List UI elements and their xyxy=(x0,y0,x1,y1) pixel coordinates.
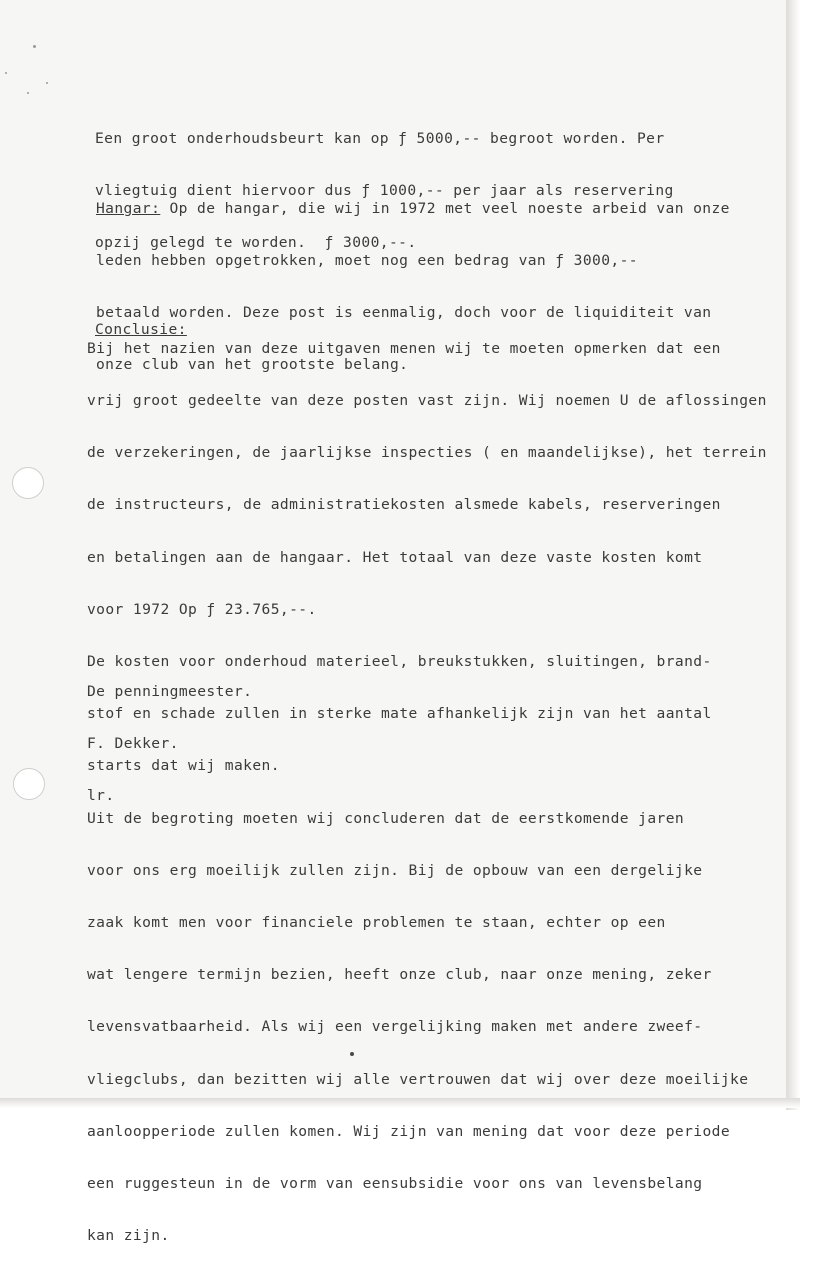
hangar-heading: Hangar: xyxy=(96,199,161,217)
paper-speck xyxy=(5,72,7,74)
text-line: leden hebben opgetrokken, moet nog een bedrag van ƒ 3000,-- xyxy=(96,252,638,270)
signature-role: De penningmeester. xyxy=(87,682,253,700)
signature-block xyxy=(87,648,787,822)
text-line: een ruggesteun in de vorm van eensubsidie voor ons van levensbelang xyxy=(87,1175,703,1193)
text-line: vrij groot gedeelte van deze posten vast zijn. Wij noemen U de aflossingen xyxy=(87,392,767,410)
text-line: voor 1972 Op ƒ 23.765,--. xyxy=(87,600,317,618)
text-line: wat lengere termijn bezien, heeft onze club, naar onze mening, zeker xyxy=(87,966,712,984)
text-line: en betalingen aan de hangaar. Het totaal van deze vaste kosten komt xyxy=(87,548,703,566)
text-line: De kosten voor onderhoud materieel, breukstukken, sluitingen, brand- xyxy=(87,653,712,671)
text-line: zaak komt men voor financiele problemen te staan, echter op een xyxy=(87,914,666,932)
text-line: onze club van het grootste belang. xyxy=(96,356,409,374)
text-line: voor ons erg moeilijk zullen zijn. Bij de opbouw van een dergelijke xyxy=(87,861,703,879)
text-line: kan zijn. xyxy=(87,1227,170,1245)
paper-speck xyxy=(46,82,48,84)
text-line: Uit de begroting moeten wij concluderen dat de eerstkomende jaren xyxy=(87,809,685,827)
text-line: vliegtuig dient hiervoor dus ƒ 1000,-- per jaar als reservering xyxy=(95,182,674,200)
punch-hole-top xyxy=(12,467,44,499)
punch-hole-bottom xyxy=(13,768,45,800)
text-line: opzij gelegd te worden. ƒ 3000,--. xyxy=(95,234,417,252)
text-line: levensvatbaarheid. Als wij een vergelijking maken met andere zweef- xyxy=(87,1018,703,1036)
text-line xyxy=(96,200,796,217)
text-line: aanloopperiode zullen komen. Wij zijn van mening dat voor deze periode xyxy=(87,1122,731,1140)
text-line: vliegclubs, dan bezitten wij alle vertrouwen dat wij over deze moeilijke xyxy=(87,1070,749,1088)
text-line: de instructeurs, de administratiekosten alsmede kabels, reserveringen xyxy=(87,496,721,514)
text-line: starts dat wij maken. xyxy=(87,757,280,775)
paper-speck xyxy=(33,45,36,48)
text-line: betaald worden. Deze post is eenmalig, doch voor de liquiditeit van xyxy=(96,304,712,322)
text-line: Bij het nazien van deze uitgaven menen wij te moeten opmerken dat een xyxy=(87,339,721,357)
paper-speck xyxy=(27,92,29,94)
text-line: de verzekeringen, de jaarlijkse inspecties ( en maandelijkse), het terrein xyxy=(87,444,767,462)
conclusion-heading: Conclusie: xyxy=(95,320,187,338)
ink-dot xyxy=(350,1052,354,1056)
signature-initials: lr. xyxy=(87,787,115,805)
hangar-first-line: Op de hangar, die wij in 1972 met veel noeste arbeid van onze xyxy=(160,199,730,217)
text-line: Een groot onderhoudsbeurt kan op ƒ 5000,-- begroot worden. Per xyxy=(95,129,665,147)
signature-name: F. Dekker. xyxy=(87,735,179,753)
text-line: stof en schade zullen in sterke mate afhankelijk zijn van het aantal xyxy=(87,705,712,723)
